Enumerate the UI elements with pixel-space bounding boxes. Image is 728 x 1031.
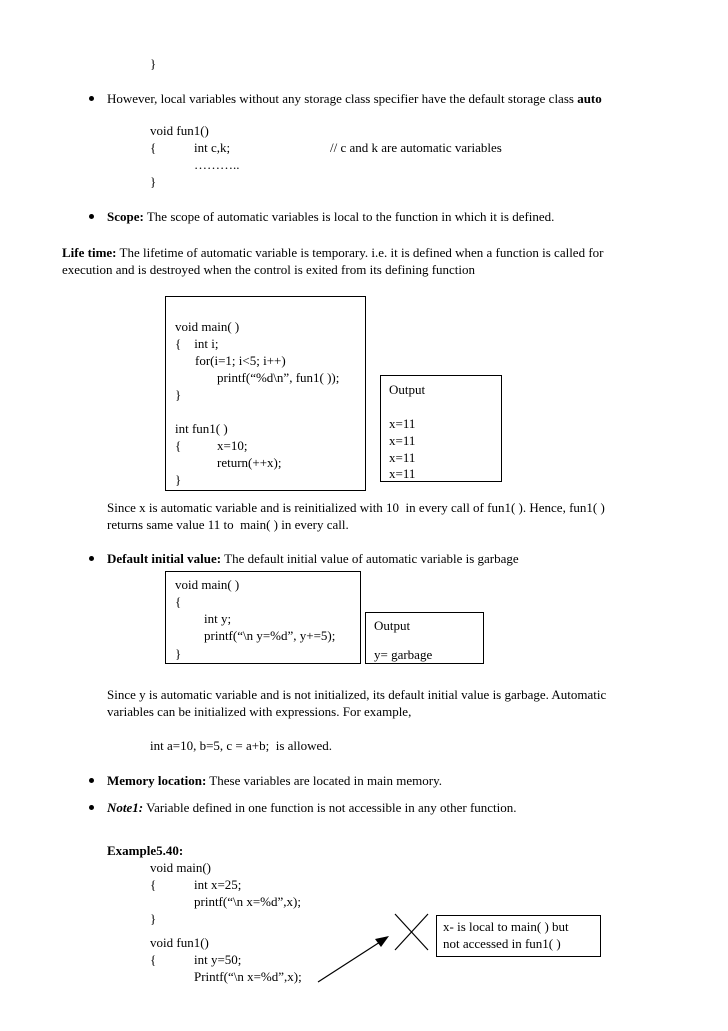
code-line: { xyxy=(150,877,157,892)
output-title: Output xyxy=(389,382,426,397)
code-line: x=10; xyxy=(217,438,248,453)
code-line: void main( ) xyxy=(175,319,240,334)
code-line: { xyxy=(175,438,182,453)
explanation-line: Since x is automatic variable and is reinitialized with 10 in every call of fun1( ). Hence, fun1( ) xyxy=(107,500,605,515)
output-value: x=11 xyxy=(389,433,416,448)
code-line: } xyxy=(150,911,157,926)
code-line: return(++x); xyxy=(217,455,282,470)
lifetime-text-line1: Life time: The lifetime of automatic variable is temporary. i.e. it is defined when a function is called for xyxy=(62,245,604,260)
code-line: } xyxy=(175,646,182,661)
code-line: void main( ) xyxy=(175,577,240,592)
code-line: { xyxy=(175,594,182,609)
init-example-code: int a=10, b=5, c = a+b; is allowed. xyxy=(150,738,333,753)
code-line: int fun1( ) xyxy=(175,421,228,436)
scope-text: Scope: The scope of automatic variables is local to the function in which it is defined. xyxy=(107,209,555,224)
explanation-line: Since y is automatic variable and is not initialized, its default initial value is garbage. Automatic xyxy=(107,687,607,702)
fun1-code-comment: // c and k are automatic variables xyxy=(330,140,502,155)
fun1-code-brace-close: } xyxy=(150,174,157,189)
output-value: x=11 xyxy=(389,466,416,481)
arrow-line xyxy=(318,942,380,982)
explanation-line: returns same value 11 to main( ) in every call. xyxy=(107,517,349,532)
output-value: x=11 xyxy=(389,416,416,431)
code-line: { int i; xyxy=(175,336,219,351)
code-line: void fun1() xyxy=(150,935,209,950)
note-box-line: not accessed in fun1( ) xyxy=(443,936,561,951)
code-line: printf(“\n y=%d”, y+=5); xyxy=(204,628,336,643)
code-line: int y; xyxy=(204,611,232,626)
lifetime-text-line2: execution and is destroyed when the control is exited from its defining function xyxy=(62,262,476,277)
output-title: Output xyxy=(374,618,411,633)
code-line: } xyxy=(175,387,182,402)
code-line: { xyxy=(150,952,157,967)
code-line: printf(“%d\n”, fun1( )); xyxy=(217,370,340,385)
fun1-code-line: void fun1() xyxy=(150,123,209,138)
output-value: x=11 xyxy=(389,450,416,465)
fun1-code-decl: int c,k; xyxy=(194,140,231,155)
arrow-head-icon xyxy=(375,936,389,947)
code-line: void main() xyxy=(150,860,212,875)
memory-location-text: Memory location: These variables are located in main memory. xyxy=(107,773,442,788)
fun1-code-ellipsis: ……….. xyxy=(194,157,240,172)
code-line: Printf(“\n x=%d”,x); xyxy=(194,969,302,984)
code-line: } xyxy=(175,472,182,487)
fun1-code-brace-open: { xyxy=(150,140,157,155)
auto-bullet-text: However, local variables without any storage class specifier have the default storage class auto xyxy=(107,91,602,106)
note-box-line: x- is local to main( ) but xyxy=(443,919,569,934)
explanation-line: variables can be initialized with expressions. For example, xyxy=(107,704,412,719)
note1-text: Note1: Variable defined in one function is not accessible in any other function. xyxy=(107,800,517,815)
example-title: Example5.40: xyxy=(107,843,184,858)
code-line: printf(“\n x=%d”,x); xyxy=(194,894,301,909)
code-line: int y=50; xyxy=(194,952,242,967)
code-line: int x=25; xyxy=(194,877,242,892)
code-line: for(i=1; i<5; i++) xyxy=(195,353,286,368)
code-closing-brace: } xyxy=(150,56,157,71)
output-value: y= garbage xyxy=(374,647,433,662)
default-init-text: Default initial value: The default initial value of automatic variable is garbage xyxy=(107,551,519,566)
